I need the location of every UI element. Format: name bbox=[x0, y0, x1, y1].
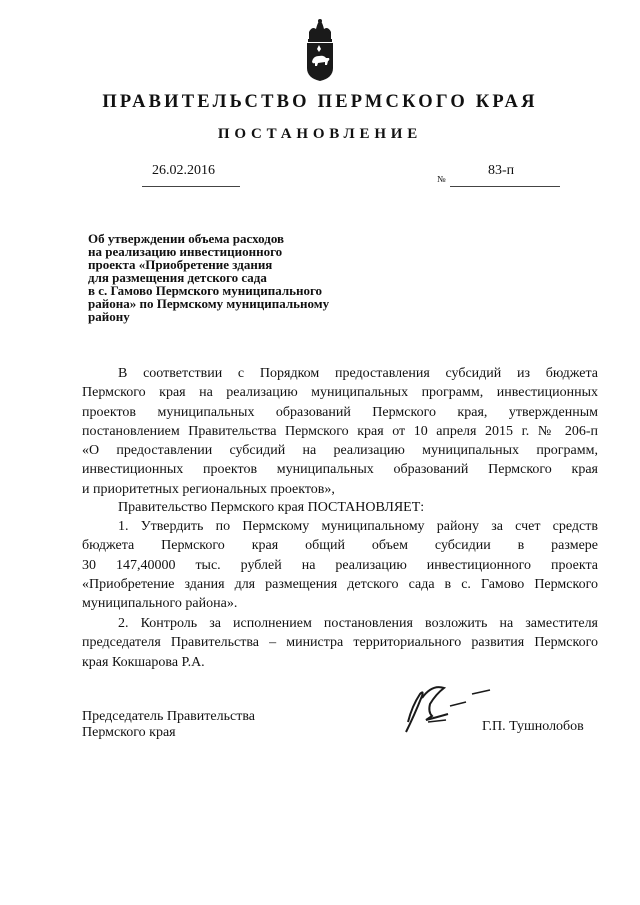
paragraph-line: муниципального района». bbox=[82, 596, 238, 612]
paragraph-line: «Приобретение здания для размещения детского сада в с. Гамово Пермского bbox=[82, 576, 598, 592]
number-underline bbox=[450, 186, 560, 187]
subject-line: района» по Пермскому муниципальному bbox=[88, 296, 330, 311]
document-subject bbox=[88, 232, 378, 323]
subject-line: району bbox=[88, 309, 130, 324]
body-paragraph-preamble bbox=[82, 364, 598, 499]
subject-line: проекта «Приобретение здания bbox=[88, 257, 273, 272]
body-paragraph-item-1 bbox=[82, 517, 598, 613]
subject-line: Об утверждении объема расходов bbox=[88, 231, 285, 246]
subject-line: в с. Гамово Пермского муниципального bbox=[88, 283, 323, 298]
number-sign: № bbox=[437, 174, 446, 184]
paragraph-line: бюджета Пермского края общий объем субсидии в размере bbox=[82, 538, 598, 554]
paragraph-line: и приоритетных региональных проектов», bbox=[82, 481, 335, 497]
signer-title-line: Пермского края bbox=[82, 725, 176, 740]
coat-of-arms-icon bbox=[302, 18, 338, 82]
paragraph-line: 30 147,40000 тыс. рублей на реализацию инвестиционного проекта bbox=[82, 557, 598, 573]
date-underline bbox=[142, 186, 240, 187]
paragraph-line: Пермского края на реализацию муниципальных программ, инвестиционных bbox=[82, 385, 598, 401]
signer-title-line: Председатель Правительства bbox=[82, 709, 255, 724]
subject-line: на реализацию инвестиционного bbox=[88, 244, 283, 259]
paragraph-line: 2. Контроль за исполнением постановления возложить на заместителя bbox=[118, 616, 598, 631]
paragraph-line: 1. Утвердить по Пермскому муниципальному району за счет средств bbox=[118, 519, 598, 534]
paragraph-line: края Кокшарова Р.А. bbox=[82, 654, 205, 670]
paragraph-line: инвестиционных проектов муниципальных образований Пермского края bbox=[82, 462, 598, 478]
body-paragraph-resolves: Правительство Пермского края ПОСТАНОВЛЯЕТ: bbox=[118, 500, 425, 515]
subject-line: для размещения детского сада bbox=[88, 270, 267, 285]
government-title: ПРАВИТЕЛЬСТВО ПЕРМСКОГО КРАЯ bbox=[102, 92, 538, 112]
paragraph-line: председателя Правительства – министра территориального развития Пермского bbox=[82, 635, 598, 651]
document-type: ПОСТАНОВЛЕНИЕ bbox=[217, 126, 423, 142]
body-paragraph-item-2 bbox=[82, 614, 598, 672]
signer-name: Г.П. Тушнолобов bbox=[482, 719, 584, 734]
signer-title bbox=[82, 709, 255, 741]
paragraph-line: постановлением Правительства Пермского края от 10 апреля 2015 г. № 206-п bbox=[82, 423, 598, 439]
document-number: 83-п bbox=[488, 163, 515, 178]
paragraph-line: «О предоставлении субсидий на реализацию муниципальных программ, bbox=[82, 443, 598, 459]
paragraph-line: В соответствии с Порядком предоставления субсидий из бюджета bbox=[118, 366, 598, 381]
paragraph-line: проектов муниципальных образований Пермского края, утвержденным bbox=[82, 404, 598, 420]
document-date: 26.02.2016 bbox=[152, 163, 215, 178]
